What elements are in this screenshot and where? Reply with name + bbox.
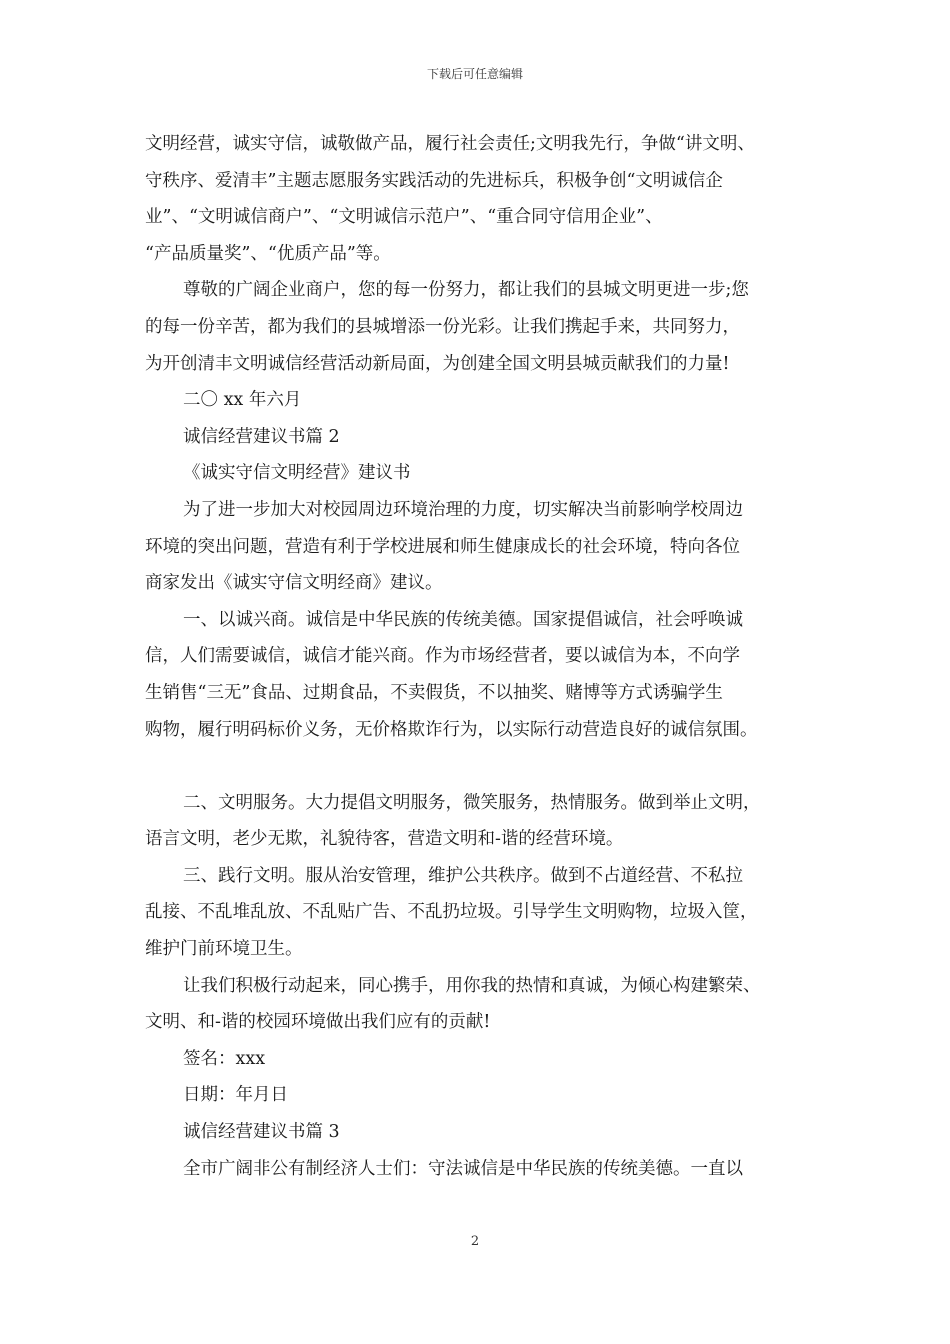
text-line: 签名：xxx [183,1048,266,1069]
document-body [145,126,825,1187]
text-line: 二、文明服务。大力提倡文明服务，微笑服务，热情服务。做到举止文明， [183,792,761,813]
text-line: 环境的突出问题，营造有利于学校进展和师生健康成长的社会环境，特向各位 [145,536,740,557]
text-line: 生销售“三无”食品、过期食品，不卖假货，不以抽奖、赌博等方式诱骗学生 [145,682,723,703]
text-line: 购物，履行明码标价义务，无价格欺诈行为，以实际行动营造良好的诚信氛围。 [145,719,758,740]
text-line: 诚信经营建议书篇 3 [183,1122,340,1143]
text-line: 业”、“文明诚信商户”、“文明诚信示范户”、“重合同守信用企业”、 [145,207,663,228]
blank-line [145,748,825,785]
text-line: 一、以诚兴商。诚信是中华民族的传统美德。国家提倡诚信，社会呼唤诚 [183,609,743,630]
text-line: 日期：年月日 [183,1085,288,1106]
text-line: 为开创清丰文明诚信经营活动新局面，为创建全国文明县城贡献我们的力量! [145,353,730,374]
text-line: 诚信经营建议书篇 2 [183,426,340,447]
page-header: 下载后可任意编辑 [426,67,523,81]
text-line: 三、践行文明。服从治安管理，维护公共秩序。做到不占道经营、不私拉 [183,865,743,886]
text-line: 文明、和-谐的校园环境做出我们应有的贡献! [145,1012,491,1033]
text-line: 文明经营，诚实守信，诚敬做产品，履行社会责任;文明我先行，争做“讲文明、 [145,134,755,154]
text-line: 尊敬的广阔企业商户，您的每一份努力，都让我们的县城文明更进一步;您 [183,280,749,301]
text-line: 语言文明，老少无欺，礼貌待客，营造文明和-谐的经营环境。 [145,829,624,850]
text-line: 维护门前环境卫生。 [145,939,303,960]
text-line: 全市广阔非公有制经济人士们：守法诚信是中华民族的传统美德。一直以 [183,1158,743,1179]
text-line: 《诚实守信文明经营》建议书 [183,463,411,484]
text-line: 让我们积极行动起来，同心携手，用你我的热情和真诚，为倾心构建繁荣、 [183,975,761,996]
text-line: 的每一份辛苦，都为我们的县城增添一份光彩。让我们携起手来，共同努力， [145,316,740,337]
text-line: 商家发出《诚实守信文明经商》建议。 [145,573,443,594]
text-line: 二〇 xx 年六月 [183,390,302,411]
text-line: 乱接、不乱堆乱放、不乱贴广告、不乱扔垃圾。引导学生文明购物，垃圾入筐， [145,902,758,923]
text-line: 为了进一步加大对校园周边环境治理的力度，切实解决当前影响学校周边 [183,499,743,520]
text-line: 信，人们需要诚信，诚信才能兴商。作为市场经营者，要以诚信为本，不向学 [145,646,740,667]
text-line: “产品质量奖”、“优质产品”等。 [145,243,391,264]
text-line: 守秩序、爱清丰”主题志愿服务实践活动的先进标兵，积极争创“文明诚信企 [145,170,723,191]
page-number: 2 [470,1234,480,1249]
